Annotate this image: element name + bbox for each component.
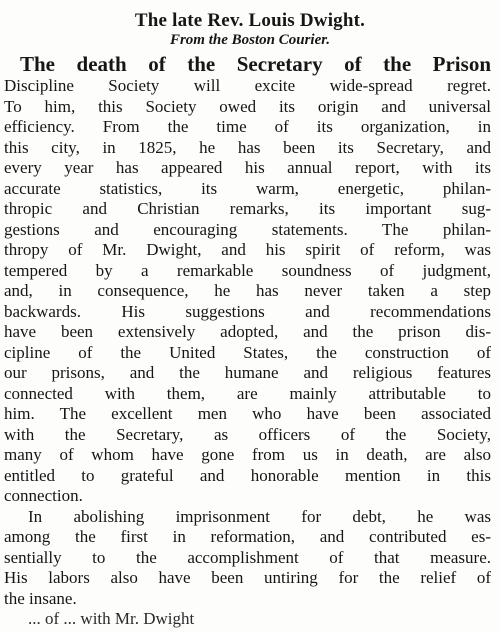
body-line: Discipline Society will excite wide-spread regret. [4, 76, 491, 95]
body-line: and, in consequence, he has never taken a step [4, 281, 491, 300]
body-line: this city, in 1825, he has been its Secretary, and [4, 137, 491, 157]
body-line: connected with them, are mainly attributable to [4, 383, 491, 403]
body-line: tempered by a remarkable soundness of judgment, [4, 260, 491, 280]
body-line: efficiency. From the time of its organization, in [4, 117, 491, 136]
body-line-cut-off: ... of ... with Mr. Dwight [28, 609, 195, 628]
body-line: him. The excellent men who have been associated [4, 404, 491, 423]
body-line: sentially to the accomplishment of that measure. [4, 547, 491, 567]
article-source: From the Boston Courier. [169, 32, 331, 48]
body-line: entitled to grateful and honorable mention in this [4, 465, 491, 485]
body-line: every year has appeared his annual report, with its [4, 158, 491, 177]
body-line: To him, this Society owed its origin and universal [4, 96, 491, 116]
body-line: with the Secretary, as officers of the Society, [4, 424, 491, 444]
body-line: thropic and Christian remarks, its important sug- [4, 199, 491, 218]
body-line: connection. [4, 486, 83, 505]
article-body [4, 53, 491, 630]
body-line: among the first in reformation, and contributed es- [4, 527, 491, 546]
body-line: thropy of Mr. Dwight, and his spirit of reform, was [4, 240, 491, 259]
body-line: have been extensively adopted, and the prison dis- [4, 322, 491, 341]
body-line: gestions and encouraging statements. The philan- [4, 219, 491, 239]
body-line: the insane. [4, 588, 77, 608]
body-line: many of whom have gone from us in death, are also [4, 445, 491, 464]
body-line: backwards. His suggestions and recommendations [4, 301, 491, 321]
body-line: our prisons, and the humane and religious features [4, 363, 491, 382]
body-line: accurate statistics, its warm, energetic, philan- [4, 178, 491, 198]
body-line-paragraph-start: In abolishing imprisonment for debt, he was [28, 506, 491, 526]
body-line: His labors also have been untiring for the relief of [4, 568, 491, 587]
body-line-lead: The death of the Secretary of the Prison [20, 53, 491, 76]
body-line: cipline of the United States, the construction of [4, 342, 491, 362]
article-title: The late Rev. Louis Dwight. [134, 10, 366, 31]
